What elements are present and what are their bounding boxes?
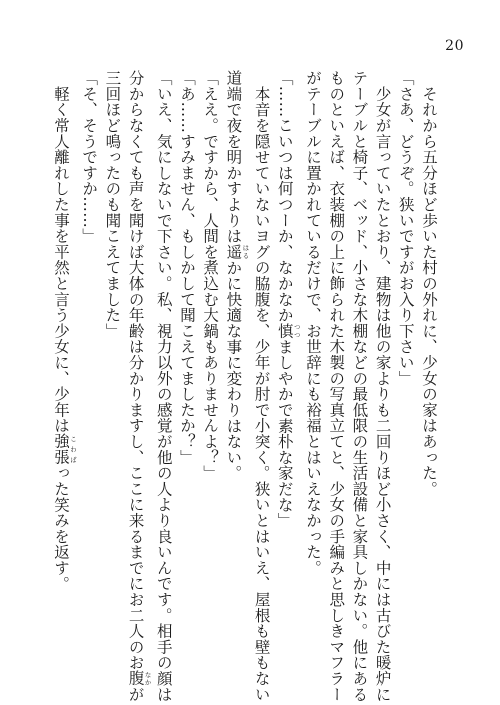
ruby-base: 腹 [126, 670, 145, 687]
text-segment: 「さあ、どうぞ。狭いですがお入り下さい」 [396, 70, 415, 386]
text-segment: 分からなくても声を聞けば大体の年齢は分かりますし、ここに来るまでにお二人のお [126, 70, 145, 671]
ruby-annotation [126, 670, 152, 687]
ruby-reading: なか [143, 670, 152, 687]
text-line [347, 70, 370, 702]
text-segment: 「そ、そうですか……」 [80, 70, 99, 244]
text-line [417, 70, 440, 670]
ruby-reading: こわば [68, 433, 77, 466]
text-line [221, 70, 249, 670]
text-segment: 三回ほど鳴ったのも聞こえてました」 [103, 70, 122, 339]
vertical-text-body [49, 70, 440, 703]
text-line [123, 70, 152, 703]
text-segment: それから五分ほど歩いた村の外れに、少女の家はあった。 [420, 70, 438, 497]
text-segment: 「いえ、気にしないで下さい。私、視力以外の感覚が他の人より良いんです。相手の顔は [154, 70, 173, 702]
text-segment: ものといえば、衣装棚の上に飾られた木製の写真立てと、少女の手編みと思しきマフラー [327, 70, 346, 702]
text-line [77, 70, 100, 670]
text-line [370, 70, 393, 702]
text-line [301, 70, 324, 670]
ruby-reading: はる [241, 243, 250, 260]
page-number: 20 [445, 38, 464, 54]
text-segment: が [126, 686, 145, 703]
ruby-base: 強張 [51, 433, 70, 466]
ruby-base: 慎 [275, 322, 294, 339]
ruby-reading: つつ [292, 322, 301, 339]
text-segment: テーブルと椅子、ベッド、小さな木棚などの最低限の生活設備と家具しかない。他にある [350, 70, 369, 702]
text-line [175, 70, 198, 670]
ruby-annotation [224, 243, 250, 260]
text-segment: 軽く常人離れした事を平然と言う少女に、少年は [51, 70, 70, 434]
text-segment: 「あ……すみません、もしかして聞こえてましたか？」 [177, 70, 196, 465]
text-segment: ましやかで素朴な家だな」 [275, 338, 294, 529]
text-segment: 道端で夜を明かすよりは [224, 70, 243, 244]
text-line [49, 70, 77, 670]
ruby-base: 遥 [224, 243, 243, 260]
text-line [249, 70, 272, 702]
text-segment: 「ええ。ですから、人間を煮込む大鍋もありませんよ？」 [201, 70, 220, 481]
text-segment: かに快適な事に変わりはない。 [224, 259, 243, 481]
ruby-annotation [51, 433, 77, 466]
text-segment: 本音を隠せていないヨグの脇腹を、少年が肘で小突く。狭いとはいえ、屋根も壁もない [252, 70, 271, 702]
text-line [273, 70, 301, 670]
text-line [100, 70, 123, 670]
text-segment: 「……こいつは何つーか、なかなか [275, 70, 294, 323]
text-line [394, 70, 417, 670]
text-line [324, 70, 347, 702]
text-segment: がテーブルに置かれているだけで、お世辞にも裕福とはいえなかった。 [303, 70, 322, 576]
text-segment: 少女が言っていたとおり、建物は他の家よりも二回りほど小さく、中には古びた暖炉に [373, 70, 392, 702]
text-segment: った笑みを返す。 [51, 465, 70, 592]
ruby-annotation [275, 322, 301, 339]
text-line [152, 70, 175, 702]
text-line [198, 70, 221, 670]
